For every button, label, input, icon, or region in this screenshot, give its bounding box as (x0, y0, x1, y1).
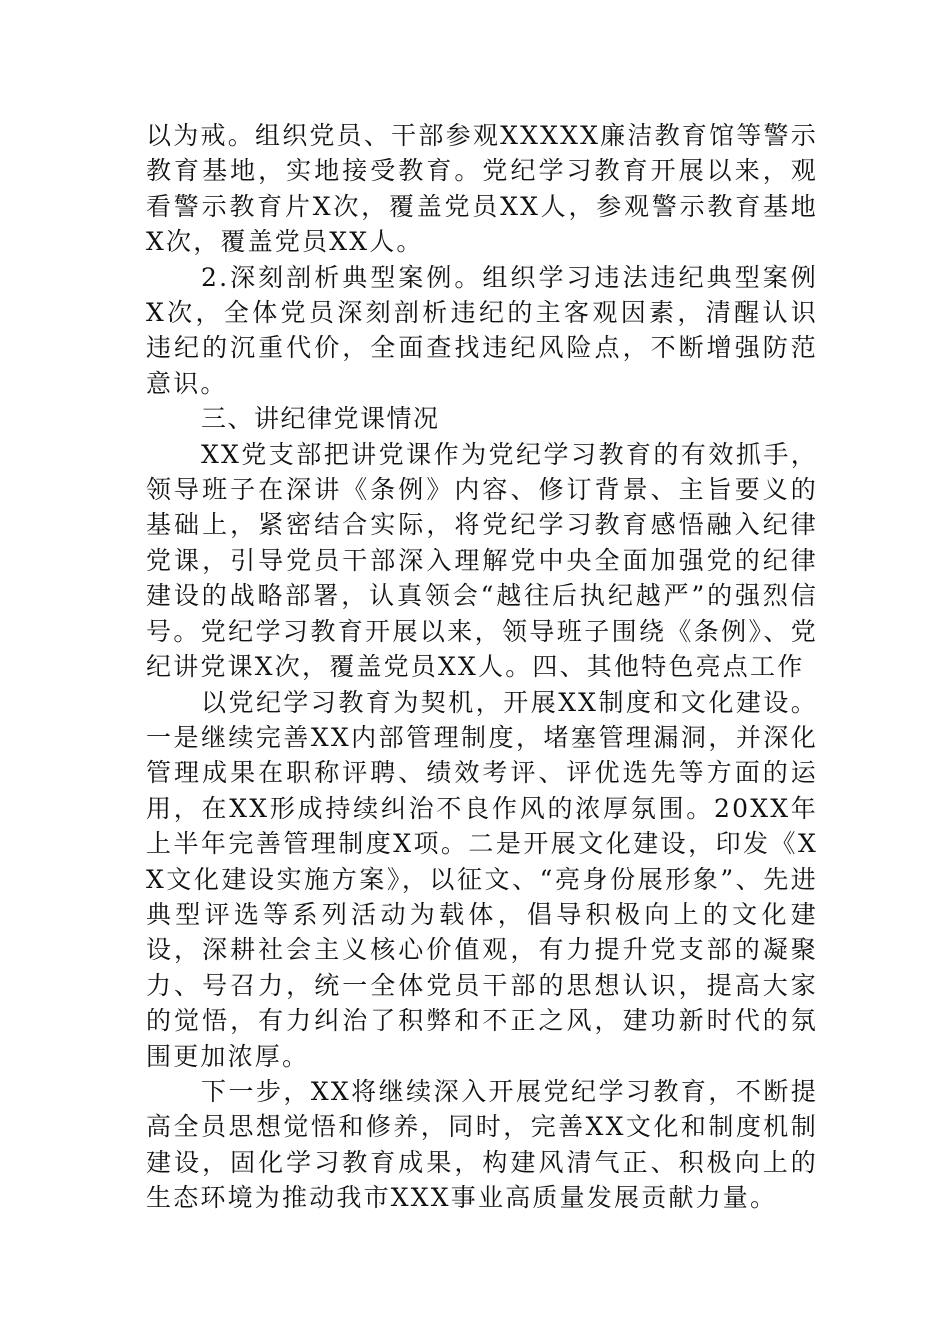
paragraph-culture-building: 以党纪学习教育为契机，开展XX制度和文化建设。一是继续完善XX内部管理制度，堵塞管理漏洞，并深化管理成果在职称评聘、绩效考评、评优选先等方面的运用，在XX形成持续纠治不良作风的浓厚氛围。20XX年上半年完善管理制度X项。二是开展文化建设，印发《XX文化建设实施方案》，以征文、“亮身份展形象”、先进典型评选等系列活动为载体，倡导积极向上的文化建设，深耕社会主义核心价值观，有力提升党支部的凝聚力、号召力，统一全体党员干部的思想认识，提高大家的觉悟，有力纠治了积弊和不正之风，建功新时代的氛围更加浓厚。 (146, 687, 818, 1071)
section-heading-party-lecture: 三、讲纪律党课情况 (201, 404, 440, 434)
document-page (146, 118, 818, 1216)
paragraph-warning-education: 以为戒。组织党员、干部参观XXXXX廉洁教育馆等警示教育基地，实地接受教育。党纪学习教育开展以来，观看警示教育片X次，覆盖党员XX人，参观警示教育基地X次，覆盖党员XX人。 (146, 121, 818, 257)
paragraph-next-steps: 下一步，XX将继续深入开展党纪学习教育，不断提高全员思想觉悟和修养，同时，完善XX文化和制度机制建设，固化学习教育成果，构建风清气正、积极向上的生态环境为推动我市XXX事业高质量发展贡献力量。 (146, 1076, 818, 1213)
paragraph-case-analysis: 2.深刻剖析典型案例。组织学习违法违纪典型案例X次，全体党员深刻剖析违纪的主客观因素，清醒认识违纪的沉重代价，全面查找违纪风险点，不断增强防范意识。 (146, 262, 818, 398)
paragraph-party-lecture: XX党支部把讲党课作为党纪学习教育的有效抓手，领导班子在深讲《条例》内容、修订背景、主旨要义的基础上，紧密结合实际，将党纪学习教育感悟融入纪律党课，引导党员干部深入理解党中央全面加强党的纪律建设的战略部署，认真领会“越往后执纪越严”的强烈信号。党纪学习教育开展以来，领导班子围绕《条例》、党纪讲党课X次，覆盖党员XX人。四、其他特色亮点工作 (146, 439, 818, 682)
